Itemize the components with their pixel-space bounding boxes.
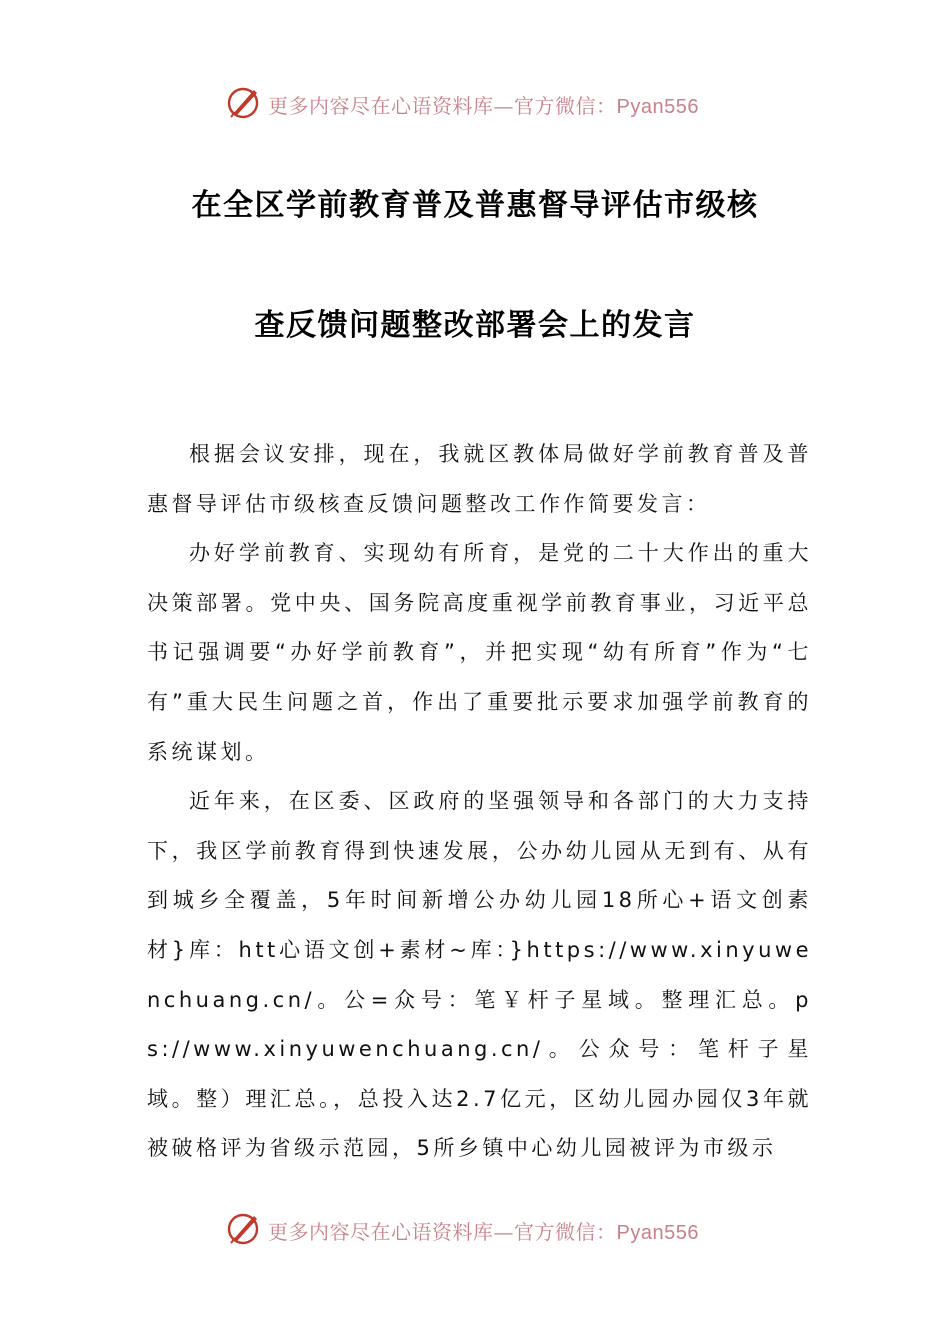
quill-logo-icon (226, 1210, 262, 1246)
wechat-id: Pyan556 (616, 96, 699, 118)
paragraph-2: 办好学前教育、实现幼有所育，是党的二十大作出的重大决策部署。党中央、国务院高度重视学前教育事业，习近平总书记强调要“办好学前教育”，并把实现“幼有所育”作为“七有”重大民生问题之首，作出了重要批示要求加强学前教育的系统谋划。 (147, 541, 812, 764)
watermark-text: 更多内容尽在心语资料库—官方微信：Pyan556 (268, 1220, 699, 1244)
document-title-line-2: 查反馈问题整改部署会上的发言 (254, 308, 696, 343)
document-body (147, 430, 812, 1174)
watermark-header (0, 82, 950, 122)
quill-logo-icon (226, 84, 262, 120)
wechat-id: Pyan556 (616, 1222, 699, 1244)
paragraph-1: 根据会议安排，现在，我就区教体局做好学前教育普及普惠督导评估市级核查反馈问题整改工作作简要发言： (147, 442, 812, 516)
watermark-text: 更多内容尽在心语资料库—官方微信：Pyan556 (268, 94, 699, 118)
watermark-footer (0, 1208, 950, 1248)
document-title-line-1: 在全区学前教育普及普惠督导评估市级核 (191, 188, 759, 223)
paragraph-3: 近年来，在区委、区政府的坚强领导和各部门的大力支持下，我区学前教育得到快速发展，公办幼儿园从无到有、从有到城乡全覆盖，5年时间新增公办幼儿园18所心+语文创素材}库：htt心语文创+素材~库：}https://www.xinyuwenchuang.cn/。公=众号：笔￥杆子星域。整理汇总。ps://www.xinyuwenchuang.cn/。公众号：笔杆子星域。整）理汇总。，总投入达2.7亿元，区幼儿园办园仅3年就被破格评为省级示范园，5所乡镇中心幼儿园被评为市级示 (147, 789, 812, 1161)
